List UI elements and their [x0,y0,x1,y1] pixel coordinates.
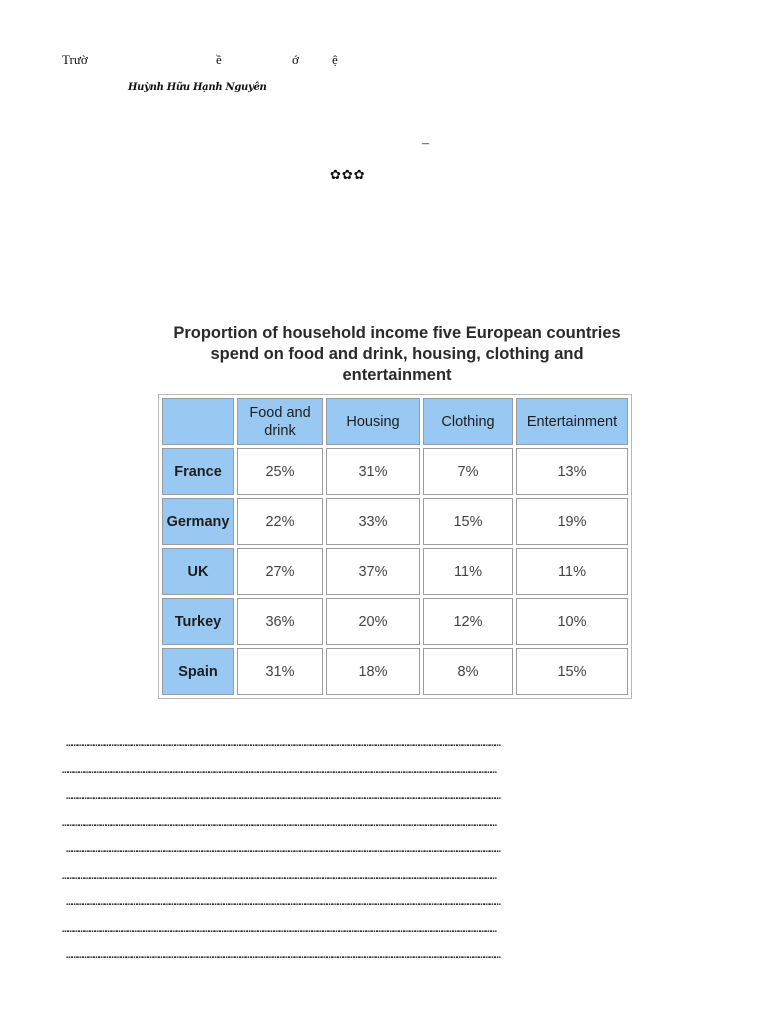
table-cell: 8% [423,648,513,695]
table-cell: 12% [423,598,513,645]
title-dash: – [422,136,429,151]
column-header-entertainment: Entertainment [516,398,628,445]
table-cell: 20% [326,598,420,645]
table-cell: 11% [516,548,628,595]
answer-line[interactable]: …………………………………………………………………………………………………………………………………………………………………………………………………………………… [62,815,496,829]
row-header-country: UK [162,548,234,595]
table-row [162,498,628,545]
table-corner-cell [162,398,234,445]
school-name-fragment-4: ệ [332,52,338,67]
table-cell: 37% [326,548,420,595]
table-cell: 31% [237,648,323,695]
table-header-row [162,398,628,445]
table-cell: 10% [516,598,628,645]
answer-line[interactable]: …………………………………………………………………………………………………………………………………………………………………………………………………………………… [66,948,500,961]
teacher-signature: Huỳnh Hữu Hạnh Nguyên [128,82,267,93]
school-header [62,52,362,70]
row-header-country: France [162,448,234,495]
column-header-food-and-drink: Food and drink [237,398,323,445]
table-cell: 25% [237,448,323,495]
table-row [162,448,628,495]
school-name-fragment-3: ớ [292,52,299,67]
row-header-country: Spain [162,648,234,695]
column-header-clothing: Clothing [423,398,513,445]
table-cell: 13% [516,448,628,495]
answer-line[interactable]: …………………………………………………………………………………………………………………………………………………………………………………………………………………… [66,895,500,908]
column-header-housing: Housing [326,398,420,445]
answer-line[interactable]: …………………………………………………………………………………………………………………………………………………………………………………………………………………… [66,789,500,802]
income-figure [158,320,636,700]
answer-line[interactable]: …………………………………………………………………………………………………………………………………………………………………………………………………………………… [62,868,496,882]
table-cell: 18% [326,648,420,695]
table-cell: 33% [326,498,420,545]
table-cell: 15% [516,648,628,695]
income-table [158,394,632,699]
flower-ornament-icon: ✿✿✿ [330,168,366,183]
table-cell: 27% [237,548,323,595]
table-row [162,648,628,695]
school-name-fragment-2: ề [216,52,222,67]
table-cell: 19% [516,498,628,545]
answer-line[interactable]: …………………………………………………………………………………………………………………………………………………………………………………………………………………… [66,842,500,855]
answer-line[interactable]: …………………………………………………………………………………………………………………………………………………………………………………………………………………… [66,736,500,749]
school-name-fragment-1: Trườ [62,52,88,67]
table-cell: 36% [237,598,323,645]
table-cell: 11% [423,548,513,595]
answer-line[interactable]: …………………………………………………………………………………………………………………………………………………………………………………………………………………… [62,921,496,935]
table-cell: 22% [237,498,323,545]
row-header-country: Turkey [162,598,234,645]
row-header-country: Germany [162,498,234,545]
table-row [162,548,628,595]
figure-title: Proportion of household income five European countries spend on food and drink, housing, clothing and entertainment [173,324,621,384]
answer-lines [62,730,738,969]
table-cell: 31% [326,448,420,495]
answer-line[interactable]: …………………………………………………………………………………………………………………………………………………………………………………………………………………… [62,762,496,776]
table-cell: 7% [423,448,513,495]
table-row [162,598,628,645]
table-cell: 15% [423,498,513,545]
